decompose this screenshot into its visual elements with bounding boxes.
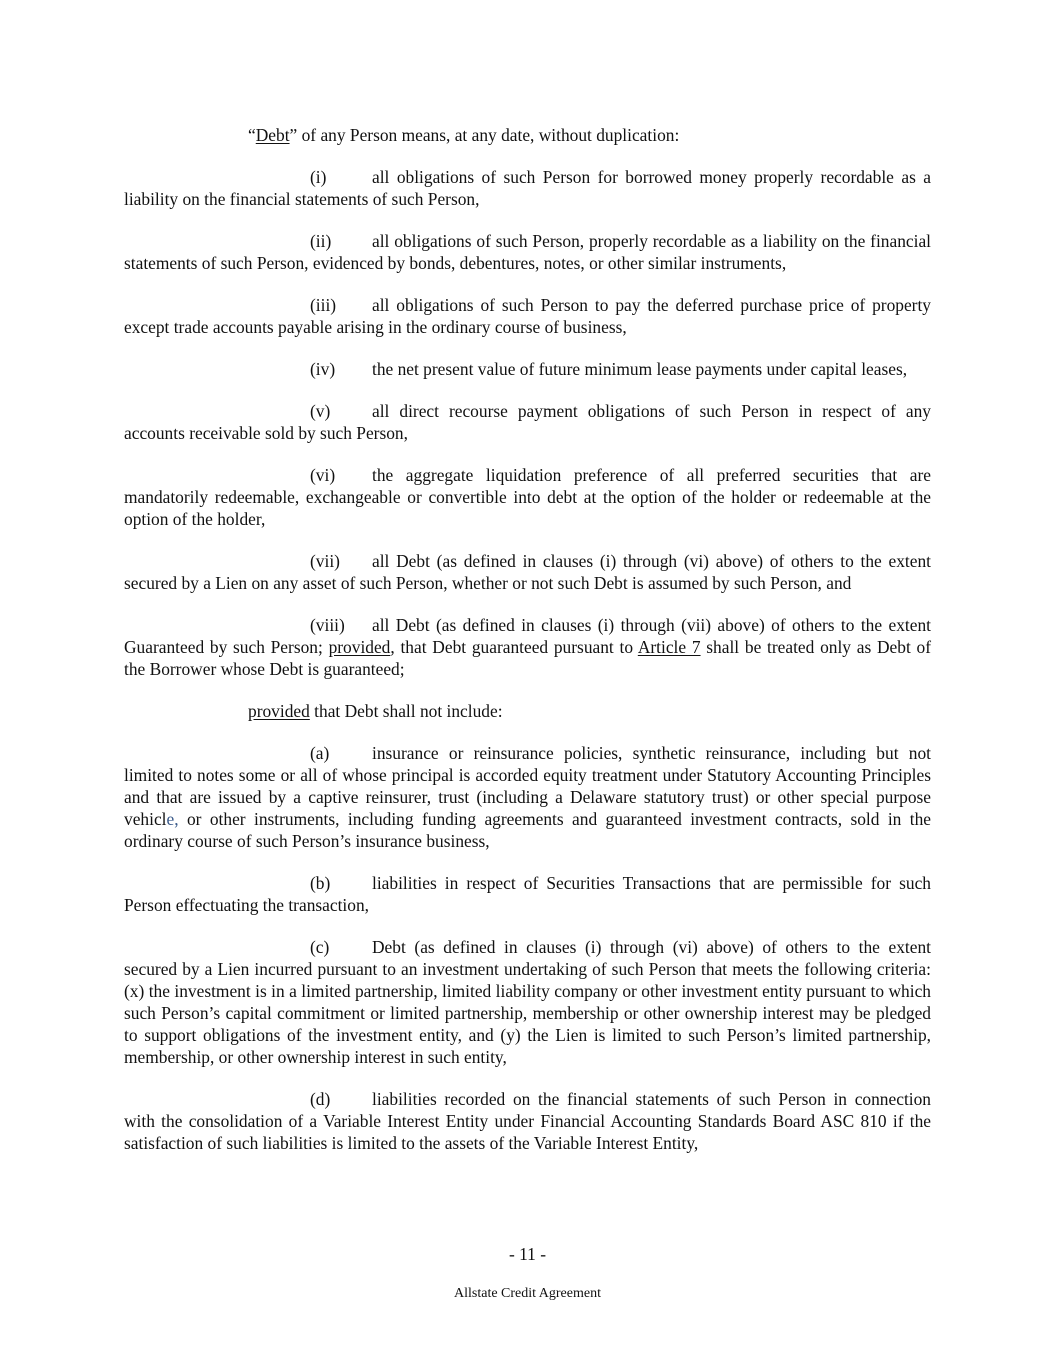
clause-vii [124, 550, 931, 594]
clause-c [124, 936, 931, 1068]
clause-ii [124, 230, 931, 274]
clause-b [124, 872, 931, 916]
clause-text: insurance or reinsurance policies, synthetic reinsurance, including but not limited to notes some or all of whose principal is accorded equity treatment under Statutory Accounting Principles and that are issued by a captive reinsurer, trust (including a Delaware statutory trust) or other special purpose vehicl [124, 743, 931, 829]
document-body [124, 124, 931, 1174]
clause-number: (iv) [310, 359, 336, 379]
clause-text: liabilities recorded on the financial statements of such Person in connection with the consolidation of a Variable Interest Entity under Financial Accounting Standards Board ASC 810 if the satisfaction of such liabilities is limited to the assets of the Variable Interest Entity, [124, 1089, 931, 1153]
clause-text: or other instruments, including funding agreements and guaranteed investment contracts, sold in the ordinary course of such Person’s insurance business, [124, 809, 931, 851]
clause-i [124, 166, 931, 210]
clause-iv [124, 358, 931, 380]
clause-number: (v) [310, 401, 331, 421]
clause-number: (b) [310, 873, 331, 893]
provided-term: provided [248, 701, 310, 721]
clause-text: Debt (as defined in clauses (i) through (vi) above) of others to the extent secured by a Lien incurred pursuant to an investment undertaking of such Person that meets the following criteria: (x) the investment is in a limited partnership, limited liability company or other investment entity pursuant to which such Person’s capital commitment or limited partnership, membership or other ownership interest may be pledged to support obligations of the investment entity, and (y) the Lien is limited to such Person’s limited partnership, membership, or other ownership interest in such entity, [124, 937, 931, 1067]
proviso-text: that Debt shall not include: [309, 701, 503, 721]
clause-number: (viii) [310, 615, 345, 635]
clause-text: shall be treated only as Debt of the Borrower whose Debt is guaranteed; [124, 637, 932, 679]
clause-number: (iii) [310, 295, 337, 315]
clause-text: all obligations of such Person for borrowed money properly recordable as a liability on the financial statements of such Person, [124, 167, 931, 209]
clause-text: liabilities in respect of Securities Transactions that are permissible for such Person effectuating the transaction, [124, 873, 931, 915]
clause-text: , that Debt guaranteed pursuant to [390, 637, 638, 657]
article-7-reference: Article 7 [637, 637, 701, 657]
debt-definition-intro [124, 124, 931, 146]
clause-number: (a) [310, 743, 330, 763]
clause-v [124, 400, 931, 444]
clause-viii [124, 614, 931, 680]
page-number: - 11 - [508, 1244, 547, 1264]
clause-number: (vii) [310, 551, 340, 571]
clause-number: (vi) [310, 465, 336, 485]
open-quote: “ [248, 125, 256, 145]
clause-text-highlight: e, [166, 809, 179, 829]
clause-text: all obligations of such Person to pay the deferred purchase price of property except trade accounts payable arising in the ordinary course of business, [124, 295, 931, 337]
provided-term: provided [328, 637, 391, 657]
clause-text: the aggregate liquidation preference of all preferred securities that are mandatorily redeemable, exchangeable or convertible into debt at the option of the holder or redeemable at the option of the holder, [124, 465, 931, 529]
clause-number: (c) [310, 937, 330, 957]
clause-text: all direct recourse payment obligations of such Person in respect of any accounts receivable sold by such Person, [124, 401, 931, 443]
clause-text: all obligations of such Person, properly recordable as a liability on the financial statements of such Person, evidenced by bonds, debentures, notes, or other similar instruments, [124, 231, 931, 273]
clause-text: all Debt (as defined in clauses (i) through (vi) above) of others to the extent secured by a Lien on any asset of such Person, whether or not such Debt is assumed by such Person, and [124, 551, 931, 593]
clause-vi [124, 464, 931, 530]
intro-text: ” of any Person means, at any date, without duplication: [289, 125, 680, 145]
clause-text: the net present value of future minimum lease payments under capital leases, [372, 359, 908, 379]
clause-a [124, 742, 931, 852]
proviso-intro [124, 700, 931, 722]
clause-number: (i) [310, 167, 327, 187]
clause-iii [124, 294, 931, 338]
defined-term-debt: Debt [255, 125, 290, 145]
clause-text: all Debt (as defined in clauses (i) through (vii) above) of others to the extent Guaranteed by such Person; [124, 615, 931, 657]
document-footer-title: Allstate Credit Agreement [454, 1286, 601, 1301]
clause-number: (ii) [310, 231, 332, 251]
clause-d [124, 1088, 931, 1154]
clause-number: (d) [310, 1089, 331, 1109]
